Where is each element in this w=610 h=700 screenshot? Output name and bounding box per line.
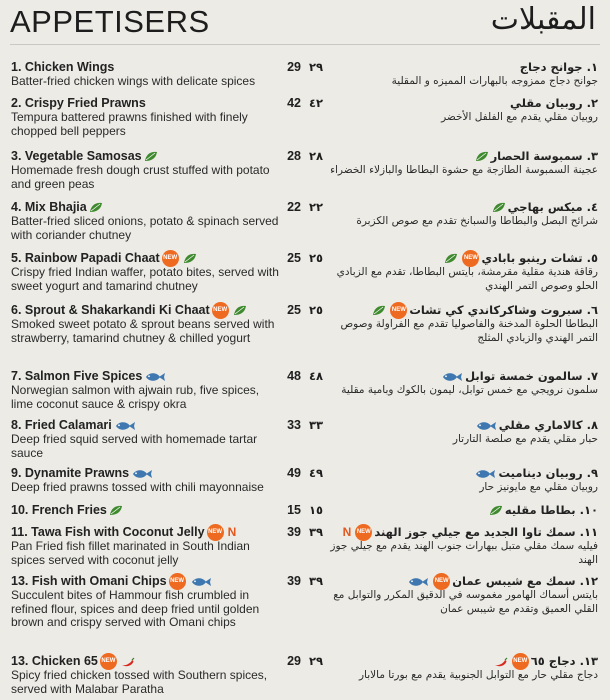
item-name-ar-text: ٧. سالمون خمسة توابل <box>465 369 598 383</box>
fish-icon <box>131 469 153 479</box>
new-badge: NEW <box>355 524 372 541</box>
item-arabic <box>330 369 598 398</box>
item-english <box>11 251 279 293</box>
item-name-ar <box>330 418 598 433</box>
item-name-ar <box>330 654 598 669</box>
item-name-en-text: 4. Mix Bhajia <box>11 200 87 214</box>
item-name-en-text: 6. Sprout & Shakarkandi Ki Chaat <box>11 303 210 317</box>
item-desc-en: Succulent bites of Hammour fish crumbled in refined flour, spices and deep fried until golden brown and crispy served with Omani chips <box>11 588 260 630</box>
item-arabic <box>330 251 598 293</box>
item-name-en <box>11 574 276 589</box>
item-price-ar: ٢٩ <box>309 60 324 74</box>
item-price-en: 25 <box>287 303 301 317</box>
item-desc-ar: سلمون نرويجي مع خمس توابل، ليمون بالكوك وبامية مقلية <box>341 384 598 396</box>
item-english <box>11 574 276 630</box>
item-name-en <box>11 503 276 518</box>
item-desc-ar: روبيان مقلي مع مايونيز حار <box>479 481 598 493</box>
chili-icon <box>121 657 135 667</box>
item-desc-en: Deep fried prawns tossed with chili mayonnaise <box>11 480 264 494</box>
item-price-en: 49 <box>287 466 301 480</box>
item-english <box>11 200 279 242</box>
item-price-en: 29 <box>287 654 301 668</box>
fish-icon <box>114 421 136 431</box>
item-desc-en: Smoked sweet potato & sprout beans served with strawberry, tamarind chutney & chilled yogurt <box>11 317 275 345</box>
item-name-ar <box>330 503 598 518</box>
item-desc-ar: حبار مقلي يقدم مع صلصة التارتار <box>452 433 598 445</box>
item-arabic <box>330 60 598 89</box>
new-badge: NEW <box>462 250 479 267</box>
fish-icon <box>190 577 212 587</box>
item-name-ar <box>330 466 598 481</box>
item-desc-ar: البطاطا الحلوة المدخنة والفاصوليا تقدم مع الفراولة وصوص التمر الهندي والزبادي المثلج <box>340 318 598 344</box>
new-badge: NEW <box>162 250 179 267</box>
leaf-icon <box>489 505 503 516</box>
fish-icon <box>441 372 463 382</box>
item-arabic <box>330 200 598 229</box>
fish-icon <box>474 469 496 479</box>
item-price-ar: ٤٢ <box>309 96 324 110</box>
title-divider <box>10 44 600 45</box>
item-desc-en: Norwegian salmon with ajwain rub, five spices, lime coconut sauce & crispy okra <box>11 383 260 411</box>
leaf-icon <box>444 253 458 264</box>
item-english <box>11 654 276 696</box>
item-desc-ar: شرائح البصل والبطاطا والسبانخ تقدم مع صوص الكزبرة <box>356 215 598 227</box>
item-price-ar: ٢٥ <box>309 303 324 317</box>
item-desc-ar: فيليه سمك مقلي متبل ببهارات جنوب الهند يقدم مع جيلي جوز الهند <box>330 540 598 566</box>
item-price-ar: ١٥ <box>309 503 324 517</box>
new-badge: NEW <box>390 302 407 319</box>
item-arabic <box>330 466 598 495</box>
item-desc-en: Crispy fried Indian waffer, potato bites, served with sweet yogurt and tamarind chutney <box>11 265 279 293</box>
item-desc-en: Tempura battered prawns finished with finely chopped bell peppers <box>11 110 248 138</box>
item-name-ar-text: ٢. روبيان مقلي <box>509 96 598 110</box>
item-name-en <box>11 418 276 433</box>
item-name-ar-text: ٣. سمبوسة الحصار <box>490 149 598 163</box>
item-desc-en: Homemade fresh dough crust stuffed with potato and green peas <box>11 163 270 191</box>
leaf-icon <box>89 202 103 213</box>
item-desc-ar: عجينة السمبوسة الطازجة مع حشوة البطاطا والبازلاء الخضراء <box>330 164 598 176</box>
item-name-ar-text: ٥. تشات رينبو بابادي <box>481 251 598 265</box>
item-arabic <box>330 503 598 518</box>
item-price-ar: ٤٩ <box>309 466 324 480</box>
item-name-en-text: 9. Dynamite Prawns <box>11 466 130 480</box>
n-mark: N <box>342 525 352 539</box>
item-price-en: 48 <box>287 369 301 383</box>
item-price-ar: ٣٩ <box>309 574 324 588</box>
item-english <box>11 466 276 495</box>
item-price-ar: ٢٩ <box>309 654 324 668</box>
item-desc-ar: رقاقة هندية مقلية مقرمشة، بايتس البطاطا، تقدم مع الزبادي الحلو وصوص التمر الهندي <box>336 266 598 292</box>
item-name-en-text: 13. Chicken 65 <box>11 654 98 668</box>
item-name-ar <box>330 149 598 164</box>
new-badge: NEW <box>512 653 529 670</box>
item-name-en <box>11 60 276 75</box>
item-price-ar: ٤٨ <box>309 369 324 383</box>
item-name-ar-text: ٦. سبروت وشاكركاندي كي تشات <box>409 303 598 317</box>
item-price-ar: ٢٨ <box>309 149 324 163</box>
item-name-ar <box>330 369 598 384</box>
item-name-ar-text: ٩. روبيان ديناميت <box>498 466 598 480</box>
leaf-icon <box>109 505 123 516</box>
item-desc-en: Pan Fried fish fillet marinated in South Indian spices served with coconut jelly <box>11 539 250 567</box>
item-name-ar <box>330 60 598 75</box>
item-name-ar-text: ٤. ميكس بهاجي <box>507 200 598 214</box>
item-name-ar-text: ١٢. سمك مع شيبس عمان <box>452 574 598 588</box>
item-name-ar <box>330 303 598 318</box>
item-name-en <box>11 654 276 669</box>
item-desc-en: Batter-fried chicken wings with delicate spices <box>11 74 256 88</box>
item-price-en: 22 <box>287 200 301 214</box>
item-arabic <box>330 149 598 178</box>
item-price-ar: ٣٩ <box>309 525 324 539</box>
item-price-ar: ٢٢ <box>309 200 324 214</box>
item-name-en-text: 11. Tawa Fish with Coconut Jelly <box>11 525 205 539</box>
item-name-en-text: 7. Salmon Five Spices <box>11 369 143 383</box>
item-price-en: 33 <box>287 418 301 432</box>
item-desc-en: Deep fried squid served with homemade tartar sauce <box>11 432 258 460</box>
item-desc-ar: بايتس أسماك الهامور مغموسه في الدقيق المكرر والتوابل مع القلي العميق وتقدم مع شيبس عمان <box>333 589 598 615</box>
item-desc-en: Batter-fried sliced onions, potato & spinach served with coriander chutney <box>11 214 279 242</box>
item-name-en <box>11 200 276 215</box>
item-name-ar-text: ١١. سمك تاوا الجديد مع جيلي جوز الهند <box>374 525 598 539</box>
item-arabic <box>330 654 598 683</box>
chili-icon <box>494 657 508 667</box>
fish-icon <box>475 421 497 431</box>
item-name-en-text: 10. French Fries <box>11 503 107 517</box>
item-name-en-text: 2. Crispy Fried Prawns <box>11 96 146 110</box>
leaf-icon <box>144 151 158 162</box>
new-badge: NEW <box>433 573 450 590</box>
item-name-en <box>11 525 276 540</box>
leaf-icon <box>492 202 506 213</box>
item-price-en: 39 <box>287 574 301 588</box>
new-badge: NEW <box>207 524 224 541</box>
new-badge: NEW <box>169 573 186 590</box>
item-desc-ar: روبيان مقلي يقدم مع الفلفل الأخضر <box>441 111 598 123</box>
item-arabic <box>330 418 598 447</box>
title-arabic: المقبلات <box>490 2 596 37</box>
item-name-ar <box>330 200 598 215</box>
fish-icon <box>144 372 166 382</box>
item-name-en <box>11 466 276 481</box>
title-english: APPETISERS <box>10 4 210 39</box>
item-name-en-text: 5. Rainbow Papadi Chaat <box>11 251 160 265</box>
item-name-en <box>11 303 276 318</box>
item-english <box>11 303 276 345</box>
item-price-en: 29 <box>287 60 301 74</box>
item-name-en-text: 13. Fish with Omani Chips <box>11 574 167 588</box>
item-english <box>11 96 276 138</box>
item-name-ar <box>330 525 598 540</box>
item-price-ar: ٢٥ <box>309 251 324 265</box>
item-arabic <box>330 525 598 567</box>
item-name-en-text: 8. Fried Calamari <box>11 418 112 432</box>
item-name-ar-text: ١. جوانح دجاج <box>519 60 598 74</box>
n-mark: N <box>227 525 237 539</box>
item-arabic <box>330 303 598 345</box>
item-english <box>11 149 276 191</box>
item-name-en <box>11 96 276 111</box>
new-badge: NEW <box>212 302 229 319</box>
item-name-ar <box>330 574 598 589</box>
item-name-en <box>11 251 276 266</box>
item-desc-ar: جوانح دجاج ممزوجه بالبهارات المميزه و المقلية <box>391 75 598 87</box>
leaf-icon <box>372 305 386 316</box>
item-name-en-text: 1. Chicken Wings <box>11 60 115 74</box>
leaf-icon <box>183 253 197 264</box>
leaf-icon <box>233 305 247 316</box>
item-english <box>11 503 276 518</box>
item-desc-en: Spicy fried chicken tossed with Southern spices, served with Malabar Paratha <box>11 668 268 696</box>
item-name-ar-text: ١٠. بطاطا مقليه <box>504 503 598 517</box>
item-price-en: 39 <box>287 525 301 539</box>
item-english <box>11 525 276 567</box>
item-arabic <box>330 96 598 125</box>
fish-icon <box>407 577 429 587</box>
item-name-ar <box>330 251 598 266</box>
item-name-ar-text: ٨. كالاماري مقلي <box>498 418 598 432</box>
item-name-en <box>11 149 276 164</box>
item-english <box>11 60 276 89</box>
item-name-en-text: 3. Vegetable Samosas <box>11 149 142 163</box>
item-english <box>11 369 276 411</box>
item-price-ar: ٣٣ <box>309 418 324 432</box>
new-badge: NEW <box>100 653 117 670</box>
leaf-icon <box>475 151 489 162</box>
item-name-ar <box>330 96 598 111</box>
item-price-en: 28 <box>287 149 301 163</box>
item-name-ar-text: ١٣. دجاج ٦٥ <box>530 654 598 668</box>
item-price-en: 15 <box>287 503 301 517</box>
item-arabic <box>330 574 598 616</box>
item-desc-ar: دجاج مقلي حار مع التوابل الجنوبية يقدم مع بورتا مالابار <box>358 669 598 681</box>
item-price-en: 42 <box>287 96 301 110</box>
item-english <box>11 418 276 460</box>
item-name-en <box>11 369 276 384</box>
item-price-en: 25 <box>287 251 301 265</box>
